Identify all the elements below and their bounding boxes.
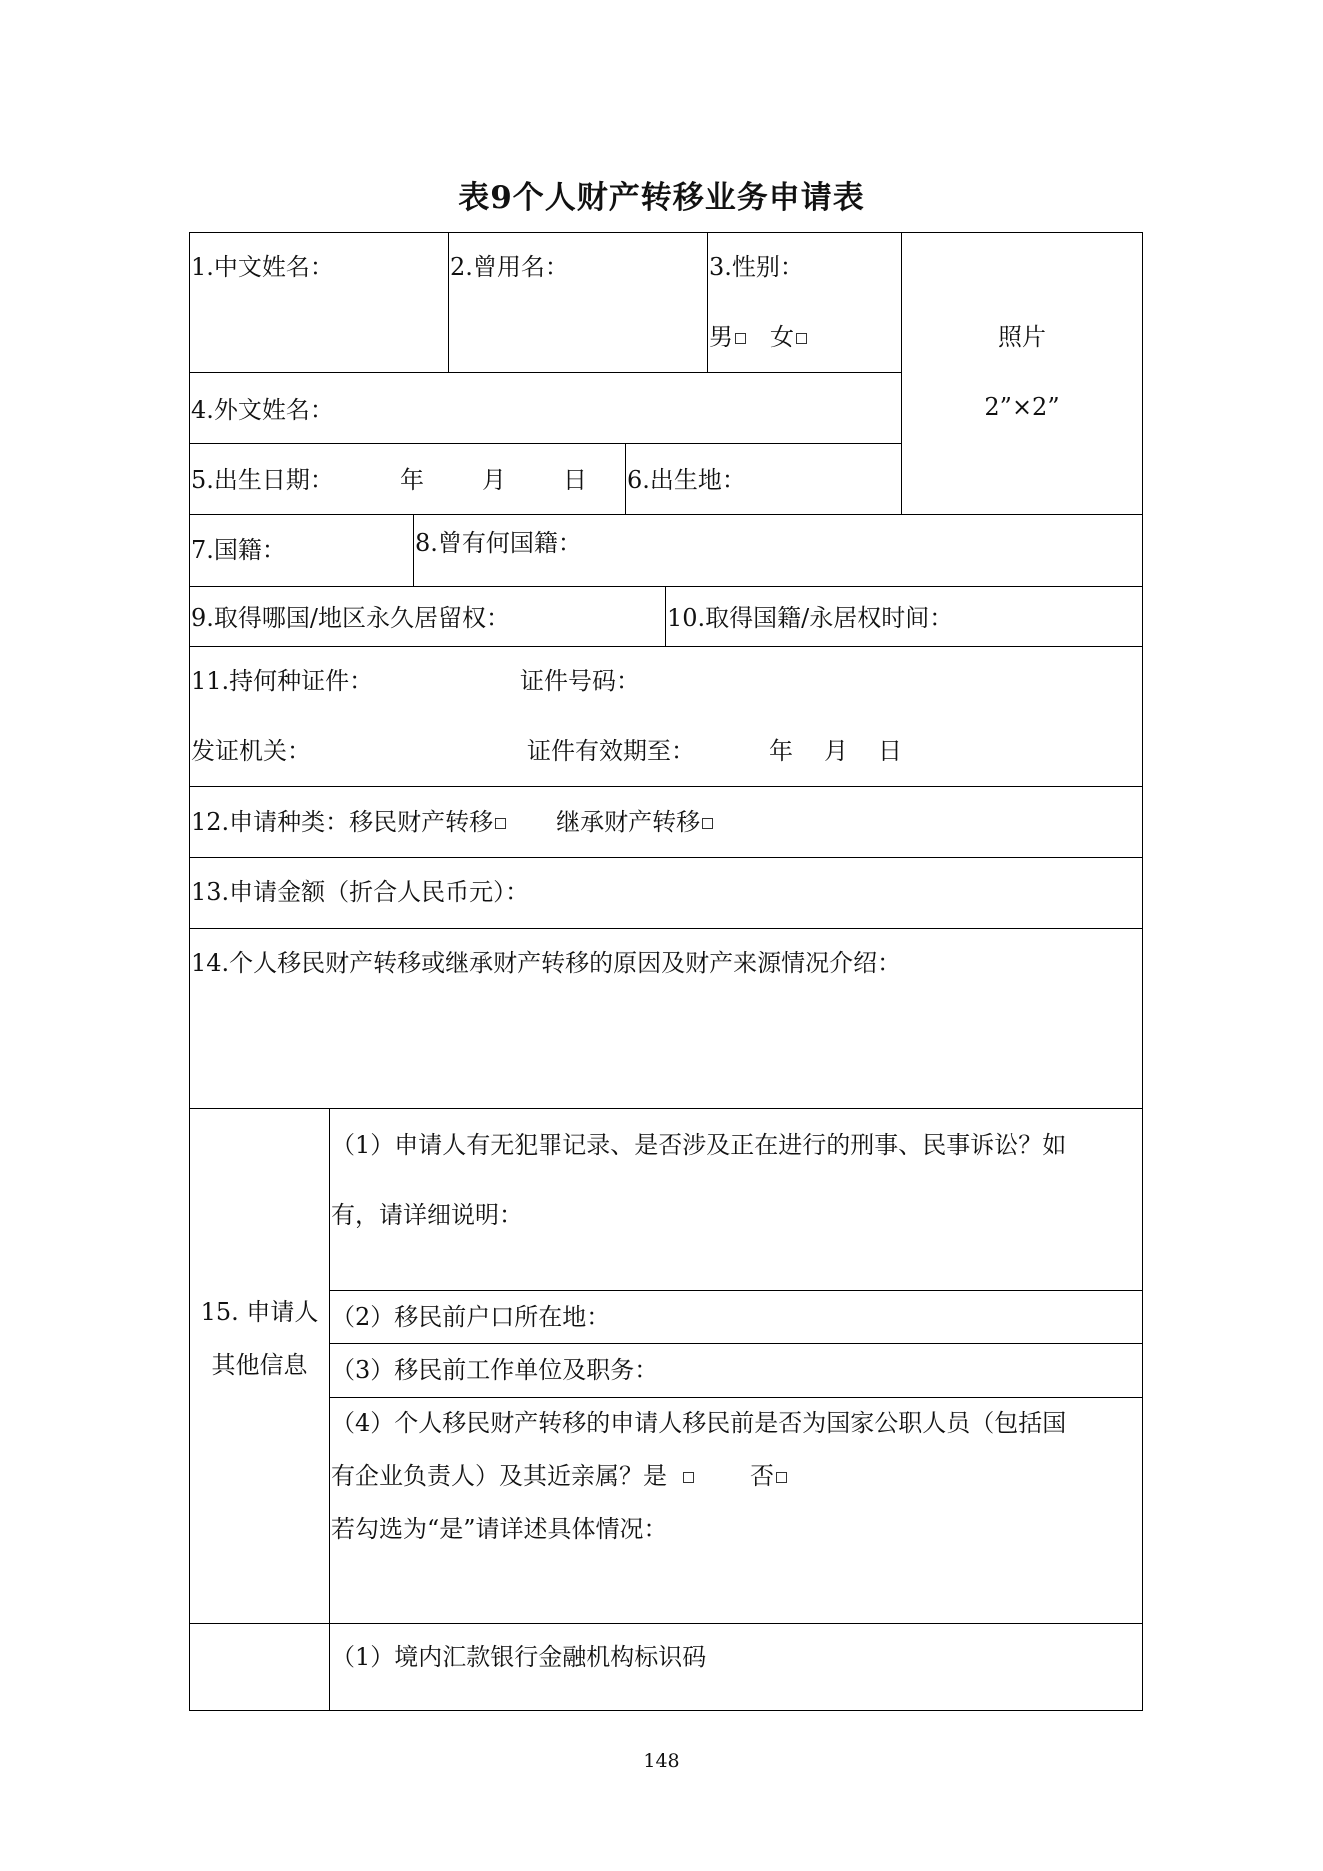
table-border-left bbox=[189, 232, 190, 1711]
table-border-bottom bbox=[189, 1710, 1143, 1711]
row-divider bbox=[189, 372, 902, 373]
public-official-no-label: 否 bbox=[750, 1462, 774, 1490]
gender-female-checkbox[interactable] bbox=[796, 333, 807, 344]
id-valid-until-label: 证件有效期至： bbox=[527, 737, 695, 765]
row-divider bbox=[189, 1108, 1143, 1109]
household-registration-label: （2）移民前户口所在地： bbox=[331, 1303, 611, 1331]
row-divider bbox=[189, 646, 1143, 647]
criminal-record-detail-label: 有，请详细说明： bbox=[331, 1201, 523, 1229]
other-info-label-2: 其他信息 bbox=[211, 1351, 308, 1379]
birthplace-label: 6.出生地： bbox=[627, 466, 746, 494]
public-official-question-cont: 有企业负责人）及其近亲属？是 bbox=[331, 1462, 667, 1490]
gender-female-label: 女 bbox=[770, 323, 794, 351]
col-divider bbox=[448, 232, 449, 373]
birth-month-label: 月 bbox=[482, 466, 506, 494]
row-divider bbox=[329, 1343, 1143, 1344]
public-official-no-checkbox[interactable] bbox=[776, 1472, 787, 1483]
row-divider bbox=[189, 857, 1143, 858]
id-type-label: 11.持何种证件： bbox=[191, 667, 374, 695]
former-name-label: 2.曾用名： bbox=[450, 253, 569, 281]
row-divider bbox=[189, 443, 902, 444]
nationality-label: 7.国籍： bbox=[191, 536, 286, 564]
employer-position-label: （3）移民前工作单位及职务： bbox=[331, 1356, 659, 1384]
public-official-options bbox=[331, 1461, 789, 1491]
form-title: 表9个人财产转移业务申请表 bbox=[458, 180, 865, 216]
row-divider bbox=[189, 586, 1143, 587]
photo-size-label: 2”×2” bbox=[984, 393, 1060, 421]
row-divider bbox=[189, 514, 1143, 515]
apply-type-immigrant-checkbox[interactable] bbox=[495, 818, 506, 829]
page-number: 148 bbox=[643, 1750, 680, 1772]
apply-type-immigrant-label: 移民财产转移 bbox=[349, 808, 494, 836]
valid-year-label: 年 bbox=[769, 737, 793, 765]
col-divider bbox=[901, 232, 902, 515]
gender-male-label: 男 bbox=[709, 323, 733, 351]
valid-day-label: 日 bbox=[878, 737, 902, 765]
residency-country-label: 9.取得哪国/地区永久居留权： bbox=[191, 604, 510, 632]
public-official-detail-label: 若勾选为“是”请详述具体情况： bbox=[331, 1515, 668, 1543]
birth-year-label: 年 bbox=[400, 466, 424, 494]
row-divider bbox=[189, 928, 1143, 929]
issuing-authority-label: 发证机关： bbox=[191, 737, 311, 765]
chinese-name-label: 1.中文姓名： bbox=[191, 253, 334, 281]
criminal-record-question: （1）申请人有无犯罪记录、是否涉及正在进行的刑事、民事诉讼？如 bbox=[331, 1131, 1067, 1159]
table-border-top bbox=[189, 232, 1143, 233]
public-official-question: （4）个人移民财产转移的申请人移民前是否为国家公职人员（包括国 bbox=[331, 1409, 1067, 1437]
row-divider bbox=[329, 1290, 1143, 1291]
birth-day-label: 日 bbox=[563, 466, 587, 494]
id-number-label: 证件号码： bbox=[520, 667, 640, 695]
col-divider bbox=[665, 586, 666, 647]
former-nationality-label: 8.曾有何国籍： bbox=[415, 529, 582, 557]
gender-male-checkbox[interactable] bbox=[735, 333, 746, 344]
col-divider bbox=[707, 232, 708, 373]
apply-type-label: 12.申请种类： bbox=[191, 808, 350, 836]
table-border-right bbox=[1142, 232, 1143, 1711]
public-official-yes-checkbox[interactable] bbox=[683, 1472, 694, 1483]
row-divider bbox=[189, 1623, 1143, 1624]
foreign-name-label: 4.外文姓名： bbox=[191, 396, 334, 424]
row-divider bbox=[329, 1397, 1143, 1398]
other-info-label-1: 15. 申请人 bbox=[200, 1298, 319, 1326]
amount-label: 13.申请金额（折合人民币元）： bbox=[191, 878, 530, 906]
apply-type-inherit-label: 继承财产转移 bbox=[556, 808, 701, 836]
gender-label: 3.性别： bbox=[709, 253, 804, 281]
valid-month-label: 月 bbox=[824, 737, 848, 765]
residency-time-label: 10.取得国籍/永居权时间： bbox=[667, 604, 954, 632]
row-divider bbox=[189, 786, 1143, 787]
reason-label: 14.个人移民财产转移或继承财产转移的原因及财产来源情况介绍： bbox=[191, 949, 902, 977]
apply-type-inherit-checkbox[interactable] bbox=[702, 818, 713, 829]
gender-options bbox=[709, 322, 809, 352]
col-divider bbox=[329, 1108, 330, 1711]
col-divider bbox=[625, 443, 626, 515]
apply-type-row bbox=[191, 807, 715, 837]
photo-label: 照片 bbox=[998, 323, 1046, 351]
col-divider bbox=[413, 514, 414, 587]
birth-date-label: 5.出生日期： bbox=[191, 466, 334, 494]
bank-code-label: （1）境内汇款银行金融机构标识码 bbox=[331, 1643, 707, 1671]
